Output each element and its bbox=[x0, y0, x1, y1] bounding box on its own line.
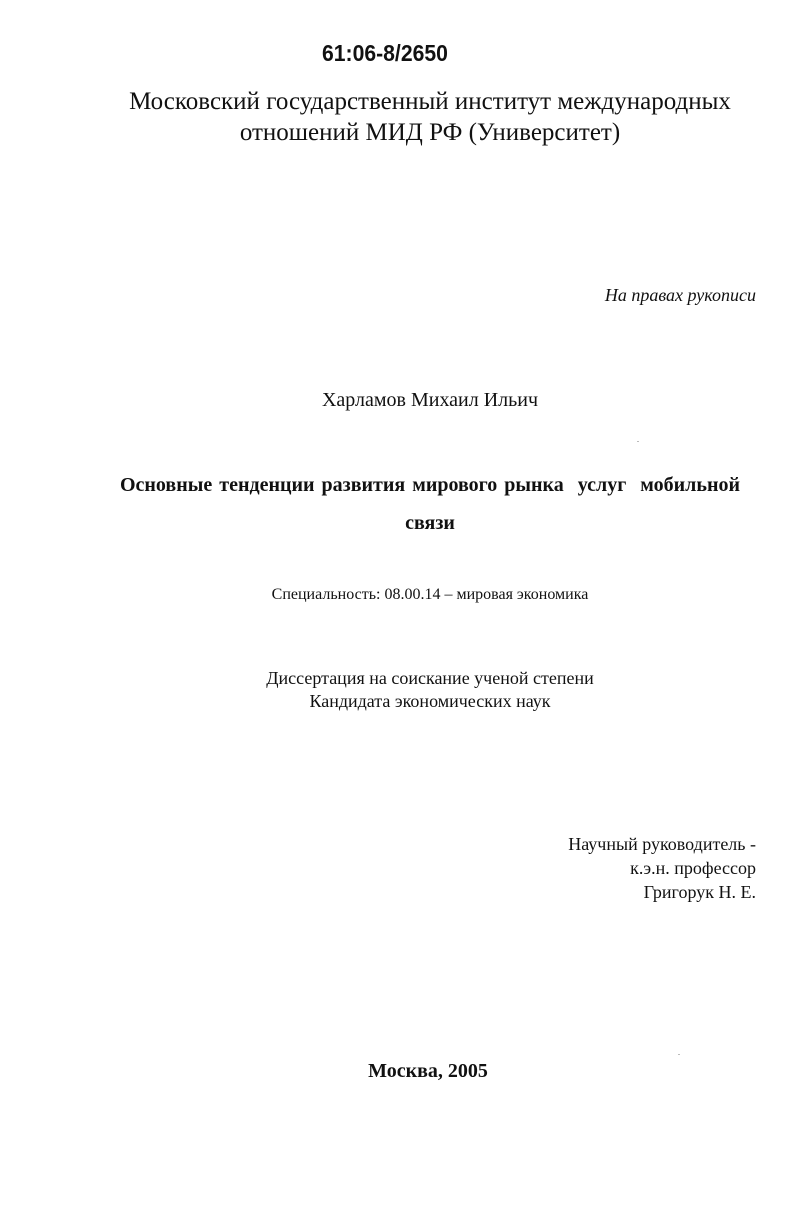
thesis-title-line-1: Основные тенденции развития мирового рынка услуг мобильной bbox=[119, 474, 741, 496]
specialty: Специальность: 08.00.14 – мировая экономика bbox=[271, 586, 589, 603]
scan-speck bbox=[678, 1054, 680, 1055]
degree-line-1: Диссертация на соискание ученой степени bbox=[266, 668, 594, 688]
supervisor-line-3: Григорук Н. Е. bbox=[643, 882, 756, 902]
manuscript-note: На правах рукописи bbox=[604, 285, 756, 305]
institution-line-1: Московский государственный институт международных bbox=[129, 88, 731, 115]
degree-line-2: Кандидата экономических наук bbox=[309, 691, 551, 711]
degree-statement bbox=[0, 667, 794, 713]
institution-line-2: отношений МИД РФ (Университет) bbox=[239, 119, 621, 146]
author-name: Харламов Михаил Ильич bbox=[321, 389, 539, 411]
supervisor-line-1: Научный руководитель - bbox=[568, 834, 756, 854]
institution-name bbox=[0, 86, 794, 148]
supervisor-block bbox=[568, 832, 756, 904]
city-year: Москва, 2005 bbox=[368, 1060, 488, 1082]
scan-speck bbox=[637, 441, 639, 442]
supervisor-line-2: к.э.н. профессор bbox=[630, 858, 756, 878]
thesis-title-line-2: связи bbox=[405, 512, 455, 534]
archive-code: 61:06-8/2650 bbox=[322, 40, 448, 66]
